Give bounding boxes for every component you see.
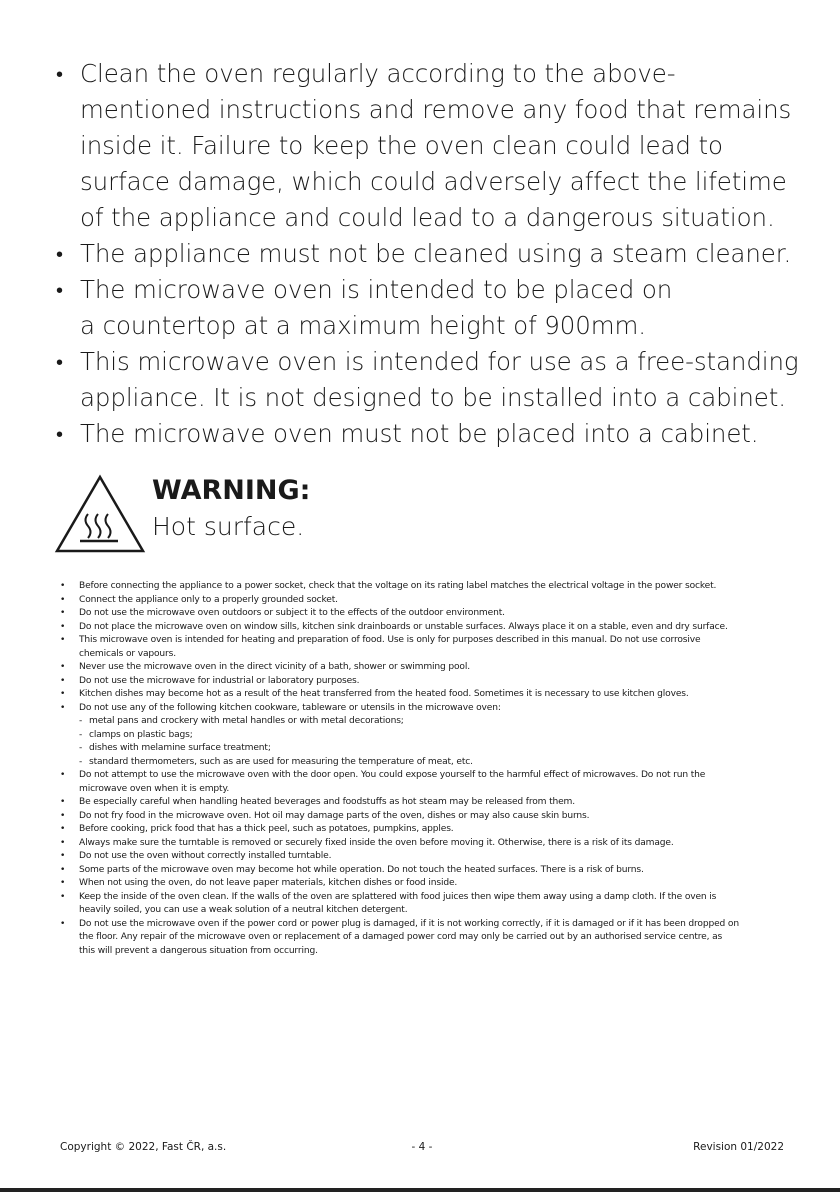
- list-item: [60, 891, 790, 918]
- bullet: •: [60, 689, 66, 699]
- sub-list-item: [60, 742, 790, 756]
- list-item: [52, 272, 812, 344]
- list-item-line: The appliance must not be cleaned using a steam cleaner.: [80, 239, 792, 268]
- list-item: [60, 621, 790, 635]
- list-item-line: Before cooking, prick food that has a thick peel, such as potatoes, pumpkins, apples.: [79, 824, 454, 834]
- list-item-line: heavily soiled, you can use a weak solution of a neutral kitchen detergent.: [79, 905, 408, 915]
- list-item-line: inside it. Failure to keep the oven clean could lead to: [80, 131, 723, 160]
- list-item: [52, 236, 812, 272]
- list-item: [60, 675, 790, 689]
- bullet: •: [56, 242, 63, 266]
- list-item: [52, 56, 812, 236]
- large-safety-list: [52, 56, 812, 452]
- list-item-line: Do not fry food in the microwave oven. Hot oil may damage parts of the oven, dishes or may also cause skin burns.: [79, 810, 590, 821]
- list-item: [60, 823, 790, 837]
- list-item-line: this will prevent a dangerous situation from occurring.: [79, 945, 318, 956]
- sub-list-item-text: dishes with melamine surface treatment;: [89, 743, 271, 753]
- list-item: [60, 580, 790, 594]
- sub-list-item: [60, 715, 790, 729]
- bullet: •: [60, 851, 66, 861]
- list-item-line: a countertop at a maximum height of 900mm.: [80, 311, 646, 340]
- list-item-line: the floor. Any repair of the microwave oven or replacement of a damaged power cord may only be carried out by an authorised service centre, as: [79, 932, 723, 942]
- bullet: •: [56, 350, 63, 374]
- list-item-line: Clean the oven regularly according to the above-: [80, 59, 676, 88]
- sub-list-item: [60, 729, 790, 743]
- bullet: •: [60, 702, 66, 713]
- list-item-line: Connect the appliance only to a properly grounded socket.: [79, 594, 338, 605]
- list-item-line: Do not use the microwave oven outdoors or subject it to the effects of the outdoor environment.: [79, 608, 505, 618]
- sub-list-item-text: metal pans and crockery with metal handles or with metal decorations;: [89, 716, 404, 726]
- sub-list-item-text: standard thermometers, such as are used for measuring the temperature of meat, etc.: [89, 756, 473, 767]
- list-item: [60, 850, 790, 864]
- list-item-line: chemicals or vapours.: [79, 648, 176, 659]
- hot-surface-warning-icon: [54, 474, 146, 554]
- footer-copyright: Copyright © 2022, Fast ČR, a.s.: [60, 1141, 227, 1153]
- list-item-line: The microwave oven is intended to be placed on: [80, 275, 673, 304]
- bullet: •: [60, 581, 66, 591]
- list-item: [60, 634, 790, 661]
- dash: -: [79, 729, 83, 740]
- list-item-line: Do not place the microwave oven on window sills, kitchen sink drainboards or unstable surfaces. Always place it on a stable, even and dry surface.: [79, 621, 728, 632]
- bullet: •: [60, 837, 66, 848]
- list-item-line: Do not use the microwave oven if the power cord or power plug is damaged, if it is not working correctly, if it is damaged or if it has been dropped on: [79, 918, 739, 929]
- list-item-line: Before connecting the appliance to a power socket, check that the voltage on its rating label matches the electrical voltage in the power socket.: [79, 581, 717, 591]
- list-item: [60, 918, 790, 959]
- bullet: •: [60, 824, 66, 834]
- bullet: •: [60, 864, 66, 875]
- list-item: [60, 702, 790, 716]
- list-item-line: Do not use the microwave for industrial or laboratory purposes.: [79, 675, 360, 686]
- bullet: •: [60, 797, 66, 807]
- list-item-line: mentioned instructions and remove any food that remains: [80, 95, 792, 124]
- list-item: [60, 594, 790, 608]
- bottom-rule: [0, 1188, 840, 1192]
- bullet: •: [56, 278, 63, 302]
- list-item: [60, 796, 790, 810]
- list-item: [52, 416, 812, 452]
- list-item-line: Do not use the oven without correctly installed turntable.: [79, 851, 332, 861]
- bullet: •: [60, 675, 66, 686]
- footer-revision: Revision 01/2022: [693, 1141, 784, 1153]
- dash: -: [79, 743, 83, 753]
- warning-text: Hot surface.: [152, 512, 305, 541]
- list-item-line: surface damage, which could adversely affect the lifetime: [80, 167, 787, 196]
- bullet: •: [60, 891, 66, 902]
- list-item: [60, 769, 790, 796]
- list-item: [60, 810, 790, 824]
- list-item: [60, 877, 790, 891]
- list-item-line: When not using the oven, do not leave paper materials, kitchen dishes or food inside.: [79, 878, 458, 888]
- list-item-line: The microwave oven must not be placed into a cabinet.: [80, 419, 759, 448]
- bullet: •: [60, 770, 66, 780]
- bullet: •: [60, 635, 66, 645]
- dash: -: [79, 756, 83, 767]
- bullet: •: [60, 878, 66, 888]
- bullet: •: [60, 918, 66, 929]
- bullet: •: [56, 422, 63, 446]
- list-item-line: appliance. It is not designed to be installed into a cabinet.: [80, 383, 786, 412]
- list-item-line: Keep the inside of the oven clean. If the walls of the oven are splattered with food juices then wipe them away using a damp cloth. If the oven is: [79, 891, 717, 902]
- list-item-line: of the appliance and could lead to a dangerous situation.: [80, 203, 775, 232]
- list-item: [60, 661, 790, 675]
- bullet: •: [60, 662, 66, 672]
- list-item-line: This microwave oven is intended for heating and preparation of food. Use is only for purposes described in this manual. Do not use corrosive: [79, 635, 701, 645]
- list-item-line: Do not use any of the following kitchen cookware, tableware or utensils in the microwave oven:: [79, 702, 501, 713]
- list-item: [52, 344, 812, 416]
- sub-list-item: [60, 756, 790, 770]
- warning-block: [54, 474, 454, 554]
- footer-page-number: - 4 -: [411, 1141, 433, 1153]
- list-item-line: Always make sure the turntable is removed or securely fixed inside the oven before moving it. Otherwise, there is a risk of its damage.: [79, 837, 674, 848]
- bullet: •: [60, 608, 66, 618]
- list-item-line: Kitchen dishes may become hot as a result of the heat transferred from the heated food. Sometimes it is necessary to use kitchen gloves.: [79, 689, 689, 699]
- list-item: [60, 607, 790, 621]
- bullet: •: [60, 621, 66, 632]
- list-item-line: microwave oven when it is empty.: [79, 783, 230, 794]
- dash: -: [79, 716, 83, 726]
- safety-instructions-list: [60, 580, 790, 958]
- warning-title: WARNING:: [152, 475, 311, 506]
- list-item-line: This microwave oven is intended for use as a free-standing: [80, 347, 799, 376]
- list-item-line: Some parts of the microwave oven may become hot while operation. Do not touch the heated surfaces. There is a risk of burns.: [79, 864, 644, 875]
- list-item: [60, 864, 790, 878]
- bullet: •: [56, 62, 63, 86]
- list-item-line: Be especially careful when handling heated beverages and foodstuffs as hot steam may be released from them.: [79, 797, 576, 807]
- list-item-line: Do not attempt to use the microwave oven with the door open. You could expose yourself to the harmful effect of microwaves. Do not run the: [79, 770, 706, 780]
- sub-list-item-text: clamps on plastic bags;: [89, 729, 193, 740]
- list-item-line: Never use the microwave oven in the direct vicinity of a bath, shower or swimming pool.: [79, 662, 470, 672]
- page-footer: [60, 1141, 784, 1157]
- list-item: [60, 688, 790, 702]
- bullet: •: [60, 810, 66, 821]
- bullet: •: [60, 594, 66, 605]
- list-item: [60, 837, 790, 851]
